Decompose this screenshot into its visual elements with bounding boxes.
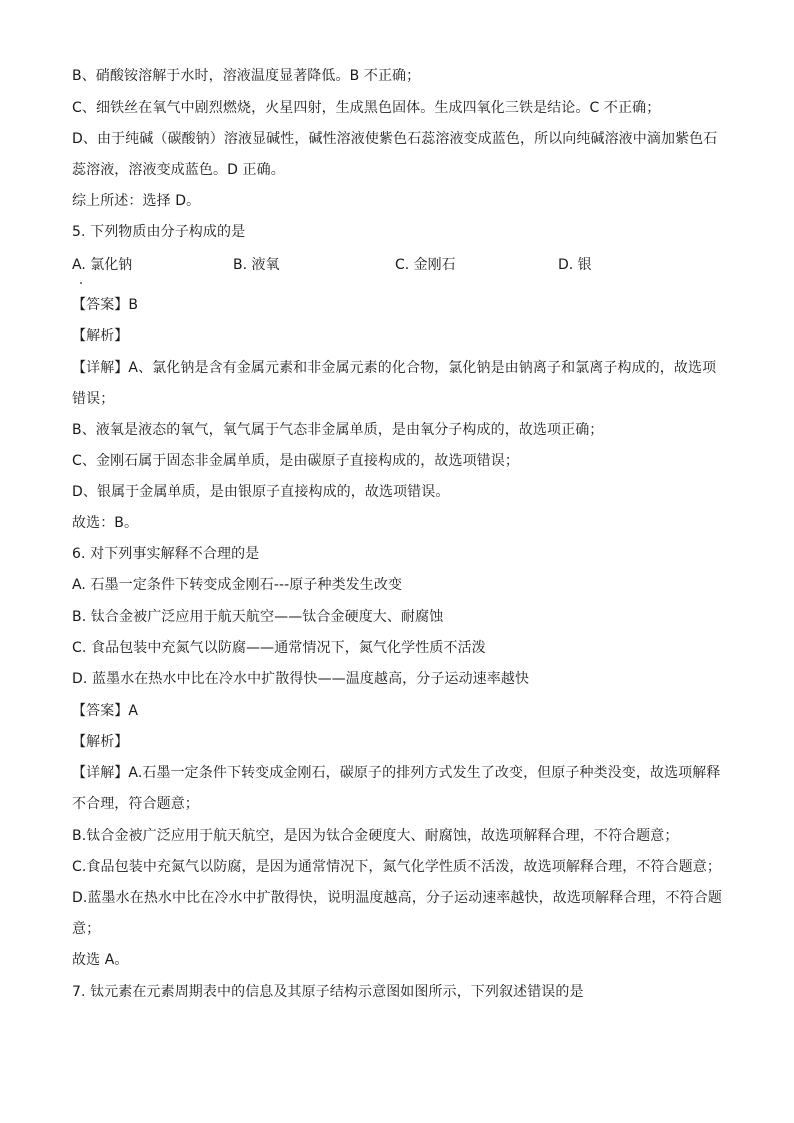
q6-detail-line3: B.钛合金被广泛应用于航天航空，是因为钛合金硬度大、耐腐蚀，故选项解释合理，不符合题意； [72, 828, 679, 844]
q6-analysis-label: 【解析】 [72, 734, 129, 750]
q5-stem: 5. 下列物质由分子构成的是 [72, 224, 246, 240]
q6-detail-line5: D.蓝墨水在热水中比在冷水中扩散得快，说明温度越高，分子运动速率越快，故选项解释合理，不符合题 [72, 890, 722, 906]
q6-stem: 6. 对下列事实解释不合理的是 [72, 546, 260, 562]
q5-detail-line2: 错误； [72, 391, 115, 407]
q5-detail-line5: D、银属于金属单质，是由银原子直接构成的，故选项错误。 [72, 484, 450, 500]
q6-detail-line2: 不合理，符合题意； [72, 796, 199, 812]
q4-option-c-explanation: C、细铁丝在氧气中剧烈燃烧，火星四射，生成黑色固体。生成四氧化三铁是结论。C 不正确； [72, 100, 661, 116]
q5-analysis-label: 【解析】 [72, 328, 129, 344]
q5-detail-line3: B、液氧是液态的氧气，氧气属于气态非金属单质，是由氧分子构成的，故选项正确； [72, 422, 604, 438]
q4-summary: 综上所述：选择 D。 [72, 193, 201, 209]
q5-option-d: D. 银 [558, 257, 592, 273]
q6-choice: 故选 A。 [72, 952, 129, 968]
q6-detail-line6: 意； [72, 921, 101, 937]
q5-answer: 【答案】B [72, 297, 139, 313]
q6-option-a: A. 石墨一定条件下转变成金刚石---原子种类发生改变 [72, 577, 403, 593]
q6-detail-line4: C.食品包装中充氮气以防腐，是因为通常情况下，氮气化学性质不活泼，故选项解释合理，不符合题意； [72, 859, 721, 875]
q7-stem: 7. 钛元素在元素周期表中的信息及其原子结构示意图如图所示，下列叙述错误的是 [72, 984, 584, 1000]
q4-option-d-explanation-line2: 蕊溶液，溶液变成蓝色。D 正确。 [72, 162, 285, 178]
q5-detail-line4: C、金刚石属于固态非金属单质，是由碳原子直接构成的，故选项错误； [72, 453, 519, 469]
scan-dot [80, 282, 82, 284]
q6-option-b: B. 钛合金被广泛应用于航天航空——钛合金硬度大、耐腐蚀 [72, 609, 444, 625]
q4-option-b-explanation: B、硝酸铵溶解于水时，溶液温度显著降低。B 不正确； [72, 68, 421, 84]
q5-option-c: C. 金刚石 [395, 257, 456, 273]
q4-option-d-explanation-line1: D、由于纯碱（碳酸钠）溶液显碱性，碱性溶液使紫色石蕊溶液变成蓝色，所以向纯碱溶液中滴加紫色石 [72, 131, 718, 147]
q6-answer: 【答案】A [72, 703, 139, 719]
q5-option-b: B. 液氧 [233, 257, 280, 273]
q5-detail-line1: 【详解】A、氯化钠是含有金属元素和非金属元素的化合物，氯化钠是由钠离子和氯离子构成的，故选项 [72, 360, 717, 376]
q5-choice: 故选：B。 [72, 515, 139, 531]
q6-detail-line1: 【详解】A.石墨一定条件下转变成金刚石，碳原子的排列方式发生了改变，但原子种类没变，故选项解释 [72, 765, 721, 781]
q5-option-a: A. 氯化钠 [72, 257, 133, 273]
q6-option-c: C. 食品包装中充氮气以防腐——通常情况下，氮气化学性质不活泼 [72, 640, 486, 656]
q6-option-d: D. 蓝墨水在热水中比在冷水中扩散得快——温度越高，分子运动速率越快 [72, 671, 530, 687]
